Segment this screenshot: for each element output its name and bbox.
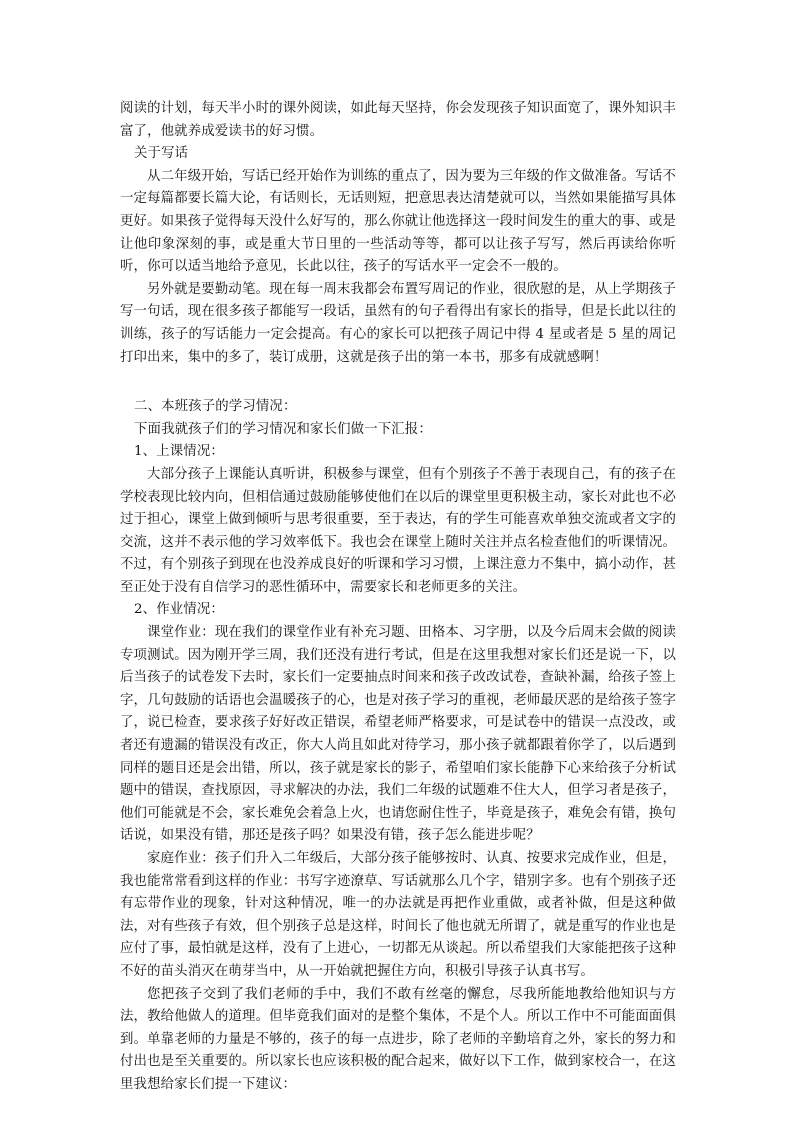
document-page [120,98,676,1097]
heading-class-situation: 1、上课情况： [134,444,224,460]
section-spacer [120,369,676,396]
paragraph-report-intro: 下面我就孩子们的学习情况和家长们做一下汇报： [134,421,432,437]
heading-section-2: 二、本班孩子的学习情况： [134,399,297,415]
paragraph-weekly-journal: 另外就是要勤动笔。现在每一周末我都会布置写周记的作业，很欣慰的是，从上学期孩子写一句话，现在很多孩子都能写一段话，虽然有的句子看得出有家长的指导，但是长此以往的训练，孩子的写话能力一定会提高。有心的家长可以把孩子周记中得 4 星或者是 5 星的周记打印出来，集中的多了，装订成册，这就是孩子出的第一本书，那多有成就感啊！ [120,281,676,365]
paragraph-writing-focus: 从二年级开始，写话已经开始作为训练的重点了，因为要为三年级的作文做准备。写话不一定每篇都要长篇大论，有话则长，无话则短，把意思表达清楚就可以，当然如果能描写具体更好。如果孩子觉得每天没什么好写的，那么你就让他选择这一段时间发生的重大的事、或是让他印象深刻的事，或是重大节日里的一些活动等等，都可以让孩子写写，然后再读给你听听，你可以适当地给予意见，长此以往，孩子的写话水平一定会不一般的。 [120,168,676,275]
paragraph-reading-plan: 阅读的计划，每天半小时的课外阅读，如此每天坚持，你会发现孩子知识面宽了，课外知识丰富了，他就养成爱读书的好习惯。 [120,101,676,139]
heading-homework-situation: 2、作业情况： [134,602,224,618]
paragraph-home-school-cooperation: 您把孩子交到了我们老师的手中，我们不敢有丝毫的懈怠，尽我所能地教给他知识与方法，教给他做人的道理。但毕竟我们面对的是整个集体，不是个人。所以工作中不可能面面俱到。单靠老师的力量是不够的，孩子的每一点进步，除了老师的辛勤培育之外，家长的努力和付出也是至关重要的。所以家长也应该积极的配合起来，做好以下工作，做到家校合一，在这里我想给家长们提一下建议： [120,986,676,1092]
paragraph-classroom-homework: 课堂作业：现在我们的课堂作业有补充习题、田格本、习字册，以及今后周末会做的阅读专项测试。因为刚开学三周，我们还没有进行考试，但是在这里我想对家长们还是说一下，以后当孩子的试卷发下去时，家长们一定要抽点时间来和孩子改改试卷，查缺补漏，给孩子签上字，几句鼓励的话语也会温暖孩子的心，也是对孩子学习的重视，老师最厌恶的是给孩子签字了，说已检查，要求孩子好好改正错误，希望老师严格要求，可是试卷中的错误一点没改，或者还有遗漏的错误没有改正，你大人尚且如此对待学习，那小孩子就都跟着你学了，以后遇到同样的题目还是会出错，所以，孩子就是家长的影子，希望咱们家长能静下心来给孩子分析试题中的错误，查找原因，寻求解决的办法，我们二年级的试题难不住大人，但学习者是孩子，他们可能就是不会，家长难免会着急上火，也请您耐住性子，毕竟是孩子，难免会有错，换句话说，如果没有错，那还是孩子吗？如果没有错，孩子怎么能进步呢？ [120,625,676,844]
paragraph-family-homework: 家庭作业：孩子们升入二年级后，大部分孩子能够按时、认真、按要求完成作业，但是，我也能常常看到这样的作业：书写字迹潦草、写话就那么几个字，错别字多。也有个别孩子还有忘带作业的现象，针对这种情况，唯一的办法就是再把作业重做，或者补做，但是这种做法，对有些孩子有效，但个别孩子总是这样，时间长了他也就无所谓了，就是重写的作业也是应付了事，最怕就是这样，没有了上进心，一切都无从谈起。所以希望我们大家能把孩子这种不好的苗头消灭在萌芽当中，从一开始就把握住方向，积极引导孩子认真书写。 [120,851,676,979]
paragraph-class-situation: 大部分孩子上课能认真听讲，积极参与课堂，但有个别孩子不善于表现自己，有的孩子在学校表现比较内向，但相信通过鼓励能够使他们在以后的课堂里更积极主动，家长对此也不必过于担心，课堂上做到倾听与思考很重要，至于表达，有的学生可能喜欢单独交流或者文字的交流，这并不表示他的学习效率低下。我也会在课堂上随时关注并点名检查他们的听课情况。不过，有个别孩子到现在也没养成良好的听课和学习习惯，上课注意力不集中，搞小动作，甚至正处于没有自信学习的恶性循环中，需要家长和老师更多的关注。 [120,466,676,595]
heading-about-writing: 关于写话 [134,146,189,162]
